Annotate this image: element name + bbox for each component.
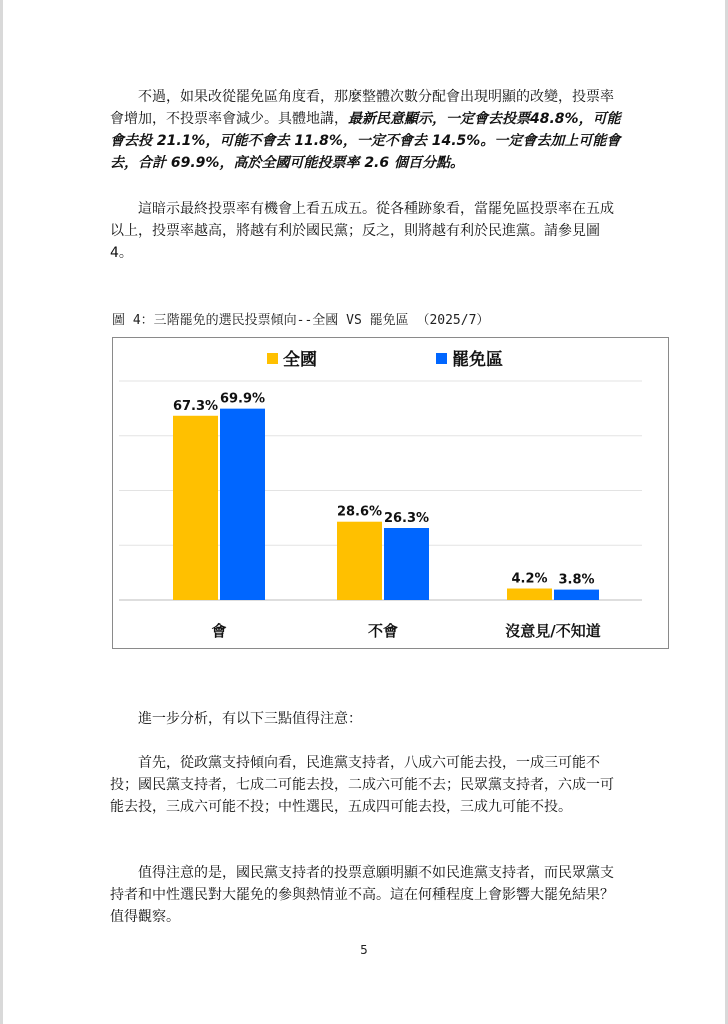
category-label: 會 xyxy=(211,622,227,640)
bar xyxy=(384,528,429,600)
figure-caption: 圖 4：三階罷免的選民投票傾向--全國 VS 罷免區 （2025/7） xyxy=(112,313,490,328)
bar xyxy=(337,522,382,600)
paragraph-5-text: 值得注意的是，國民黨支持者的投票意願明顯不如民進黨支持者，而民眾黨支持者和中性選民對大罷免的參與熱情並不高。這在何種程度上會影響大罷免結果？值得觀察。 xyxy=(110,865,614,925)
paragraph-1 xyxy=(110,86,622,174)
paragraph-1-emphasis: 最新民意顯示，一定會去投票48.8%，可能會去投 21.1%，可能不會去 11.8%，一定不會去 14.5%。一定會去加上可能會去，合計 69.9%，高於全國可能投票率 2.6 個百分點。 xyxy=(110,111,621,171)
legend-label: 罷免區 xyxy=(452,350,503,370)
legend-swatch xyxy=(436,353,447,364)
data-label: 28.6% xyxy=(336,504,383,520)
data-label: 69.9% xyxy=(219,391,266,407)
category-label: 沒意見/不知道 xyxy=(505,622,601,640)
paragraph-4 xyxy=(110,752,622,818)
page-number: 5 xyxy=(360,943,368,957)
bar xyxy=(507,589,552,600)
paragraph-3-text: 進一步分析，有以下三點值得注意： xyxy=(138,711,362,727)
paragraph-2-text: 這暗示最終投票率有機會上看五成五。從各種跡象看，當罷免區投票率在五成以上，投票率越高，將越有利於國民黨；反之，則將越有利於民進黨。請參見圖 4。 xyxy=(110,201,614,261)
page-edge-left xyxy=(0,0,3,1024)
legend-label: 全國 xyxy=(283,350,317,370)
data-label: 4.2% xyxy=(511,571,548,587)
data-label: 26.3% xyxy=(383,511,430,527)
paragraph-4-text: 首先，從政黨支持傾向看，民進黨支持者，八成六可能去投，一成三可能不投；國民黨支持者，七成二可能去投，二成六可能不去；民眾黨支持者，六成一可能去投，三成六可能不投；中性選民，五成四可能去投，三成九可能不投。 xyxy=(110,755,614,815)
data-label: 67.3% xyxy=(172,398,219,414)
paragraph-5 xyxy=(110,862,622,928)
bar-chart xyxy=(113,338,668,648)
paragraph-1-text: 不過，如果改從罷免區角度看，那麼整體次數分配會出現明顯的改變，投票率會增加，不投票率會減少。具體地講， xyxy=(110,89,614,127)
legend-swatch xyxy=(267,353,278,364)
category-label: 不會 xyxy=(367,622,399,640)
data-label: 3.8% xyxy=(558,572,595,588)
bar xyxy=(554,590,599,600)
bar xyxy=(173,416,218,600)
chart-container xyxy=(112,337,669,649)
paragraph-2 xyxy=(110,198,622,264)
bar xyxy=(220,409,265,600)
paragraph-3 xyxy=(110,708,622,730)
